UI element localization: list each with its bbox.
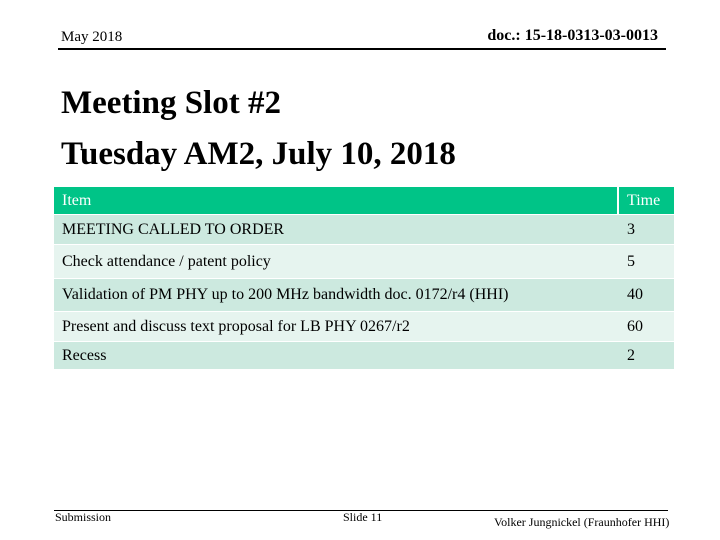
header-divider	[58, 48, 666, 50]
footer-slide-number: Slide 11	[343, 510, 383, 524]
title-line-2: Tuesday AM2, July 10, 2018	[61, 136, 456, 172]
footer-author: Volker Jungnickel (Fraunhofer HHI)	[494, 515, 670, 529]
table-row	[54, 245, 674, 279]
column-header-time: Time	[619, 187, 674, 215]
row-item: MEETING CALLED TO ORDER	[54, 215, 617, 245]
table-row	[54, 279, 674, 312]
row-time: 3	[619, 215, 674, 245]
row-time: 5	[619, 245, 674, 279]
row-item: Recess	[54, 342, 617, 370]
table-header-row	[54, 187, 674, 215]
row-time: 2	[619, 342, 674, 370]
table-row	[54, 342, 674, 370]
table-row	[54, 215, 674, 245]
header-date: May 2018	[61, 29, 123, 45]
row-item: Validation of PM PHY up to 200 MHz bandwidth doc. 0172/r4 (HHI)	[54, 279, 617, 312]
table-row	[54, 312, 674, 342]
title-line-1: Meeting Slot #2	[61, 85, 281, 121]
footer-submission: Submission	[55, 510, 112, 524]
row-item: Present and discuss text proposal for LB PHY 0267/r2	[54, 312, 617, 342]
slide-title	[61, 78, 456, 180]
row-time: 60	[619, 312, 674, 342]
column-header-item: Item	[54, 187, 617, 215]
agenda-table	[54, 187, 674, 370]
row-item: Check attendance / patent policy	[54, 245, 617, 279]
row-time: 40	[619, 279, 674, 312]
header-doc-id: doc.: 15-18-0313-03-0013	[487, 27, 658, 44]
